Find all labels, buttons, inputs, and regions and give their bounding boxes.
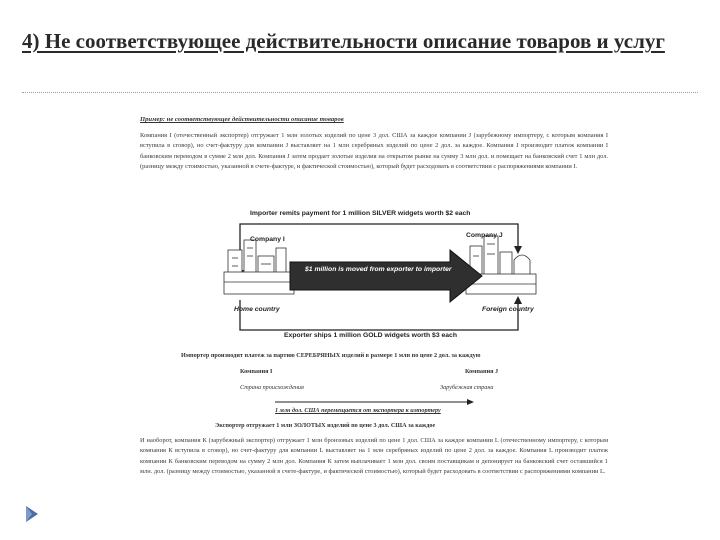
- diagram-top-label: Importer remits payment for 1 million SILVER widgets worth $2 each: [250, 210, 471, 217]
- ru-bottom-label: Экспортер отгружает 1 млн ЗОЛОТЫХ изделий по цене 3 дол. США за каждое: [215, 422, 436, 429]
- slide-title: 4) Не соответствующее действительности описание товаров и услуг: [22, 29, 665, 53]
- ru-home-country: Страна происхождения: [240, 384, 304, 391]
- ru-company-i: Компания I: [240, 368, 273, 375]
- ru-arrow-label: 1 млн дол. США перемещается от экспортера к импортеру: [275, 407, 441, 414]
- document-heading: Пример: не соответствующее действительности описание товаров: [140, 116, 344, 123]
- slide-nav-arrow-icon[interactable]: [22, 504, 42, 524]
- document-scan: [135, 110, 613, 516]
- transfer-arrow: [290, 250, 482, 302]
- money-flow-diagram: [220, 210, 540, 346]
- shipment-line: [240, 300, 518, 330]
- transfer-arrow-label: $1 million is moved from exporter to importer: [305, 266, 452, 273]
- paragraph-1: Компания I (отечественный экспортер) отгружает 1 млн золотых изделий по цене 3 дол. США за каждое компании J (зарубежному импортеру, с которым компания I вступила в сговор), но счет-фактуру для компании J выставляет на 1 млн серебряных изделий по цене 2 дол. за каждое. Компания J производит платеж компании I банковским переводом в сумме 2 млн дол. Компания J затем продает золотые изделия на открытом рынке на сумму 3 млн дол. и помещает на банковский счет 1 млн дол. (разницу между стоимостью, указанной в счете-фактуре, и фактической стоимостью), который будет расходовать в соответствии с распоряжениями компании I.: [140, 132, 608, 170]
- payment-arrowhead-right: [514, 246, 522, 254]
- diagram-bottom-label: Exporter ships 1 million GOLD widgets worth $3 each: [284, 332, 457, 339]
- company-i-label: Company I: [250, 236, 285, 243]
- foreign-country-label: Foreign country: [482, 306, 534, 313]
- home-city-illustration: [224, 240, 294, 294]
- paragraph-2: И наоборот, компания К (зарубежный экспортер) отгружает 1 млн бронзовых изделий по цене 1 дол. США за каждое компании L (отечественному импортеру, с которым компания К вступила в сговор), но счет-фактуру для компании L выставляет на 1 млн серебряных изделий по цене 2 дол. за каждое. Компания L производит платеж компании К банковским переводом на сумму 2 млн дол. Компания К затем выплачивает 1 млн дол. своим поставщикам и депонирует на банковский счет оставшийся 1 млн. дол. (разницу между стоимостью, указанной в счете-фактуре, и фактической стоимостью), который будет расходовать в соответствии с распоряжениями компании L.: [140, 437, 608, 475]
- ru-arrow-graphic: [275, 398, 475, 406]
- title-divider: [22, 92, 698, 93]
- ru-foreign-country: Зарубежная страна: [440, 384, 494, 391]
- company-j-label: Company J: [466, 232, 503, 239]
- home-country-label: Home country: [234, 306, 280, 313]
- diagram-graphic: [220, 210, 540, 346]
- shipment-arrowhead: [514, 296, 522, 304]
- ru-top-label: Импортер производит платеж за партию СЕРЕБРЯНЫХ изделий в размере 1 млн по цене 2 дол. за каждую: [181, 352, 481, 359]
- ru-company-j: Компания J: [465, 368, 499, 375]
- foreign-city-illustration: [466, 236, 536, 294]
